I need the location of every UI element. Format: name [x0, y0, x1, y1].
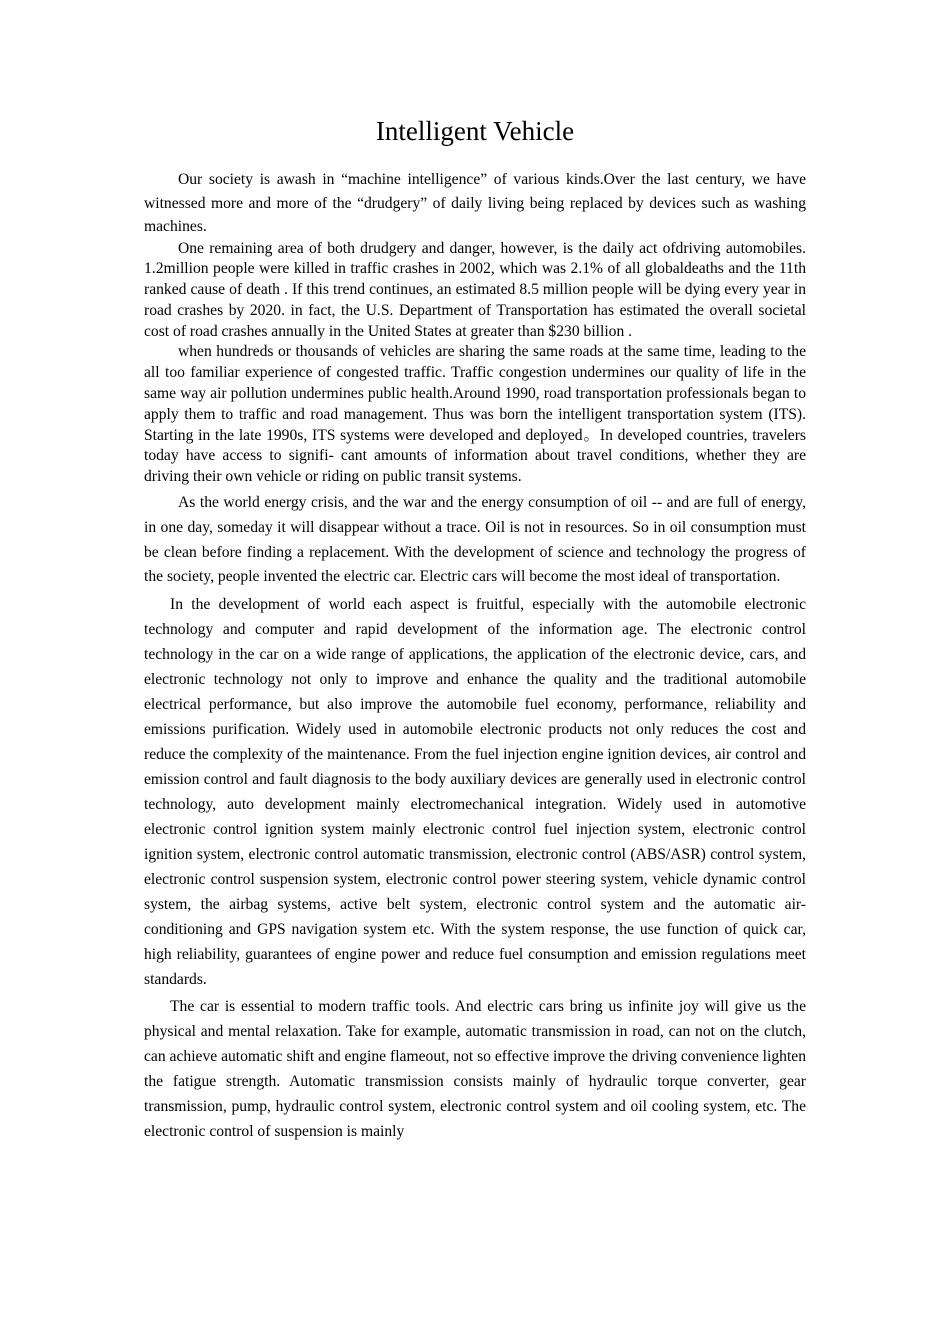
paragraph-energy-crisis: As the world energy crisis, and the war and the energy consumption of oil -- and are full of energy, in one day, someday it will disappear without a trace. Oil is not in resources. So in oil consumption must be clean before finding a replacement. With the development of science and technology the progress of the society, people invented the electric car. Electric cars will become the most ideal of transportation. — [144, 494, 806, 586]
paragraph-electronic-technology: In the development of world each aspect is fruitful, especially with the automobile electronic technology and computer and rapid development of the information age. The electronic control technology in the car on a wide range of applications, the application of the electronic device, cars, and electronic technology not only to improve and enhance the quality and the traditional automobile electrical performance, but also improve the automobile fuel economy, performance, reliability and emissions purification. Widely used in automobile electronic products not only reduces the cost and reduce the complexity of the maintenance. From the fuel injection engine ignition devices, air control and emission control and fault diagnosis to the body auxiliary devices are generally used in electronic control technology, auto development mainly electromechanical integration. Widely used in automotive electronic control ignition system mainly electronic control fuel injection system, electronic control ignition system, electronic control automatic transmission, electronic control (ABS/ASR) control system, electronic control suspension system, electronic control power steering system, vehicle dynamic control system, the airbag systems, active belt system, electronic control system and the automatic air-conditioning and GPS navigation system etc. With the system response, the use function of quick car, high reliability, guarantees of engine power and reduce fuel consumption and emission regulations meet standards. — [144, 596, 806, 989]
document-title: Intelligent Vehicle — [375, 116, 575, 146]
document-body — [144, 168, 806, 1144]
paragraph-machine-intelligence: Our society is awash in “machine intelligence” of various kinds.Over the last century, we have witnessed more and more of the “drudgery” of daily living being replaced by devices such as washing machines. — [144, 171, 806, 235]
paragraph-automatic-transmission: The car is essential to modern traffic tools. And electric cars bring us infinite joy will give us the physical and mental relaxation. Take for example, automatic transmission in road, can not on the clutch, can achieve automatic shift and engine flameout, not so effective improve the driving convenience lighten the fatigue strength. Automatic transmission consists mainly of hydraulic torque converter, gear transmission, pump, hydraulic control system, electronic control system and oil cooling system, etc. The electronic control of suspension is mainly — [144, 998, 806, 1141]
paragraph-driving-danger: One remaining area of both drudgery and danger, however, is the daily act ofdriving automobiles. 1.2million people were killed in traffic crashes in 2002, which was 2.1% of all globaldeaths and the 11th ranked cause of death . If this trend continues, an estimated 8.5 million people will be dying every year in road crashes by 2020. in fact, the U.S. Department of Transportation has estimated the overall societal cost of road crashes annually in the United States at greater than $230 billion . — [144, 239, 806, 340]
paragraph-traffic-congestion: when hundreds or thousands of vehicles are sharing the same roads at the same time, leading to the all too familiar experience of congested traffic. Traffic congestion undermines our quality of life in the same way air pollution undermines public health.Around 1990, road transportation professionals began to apply them to traffic and road management. Thus was born the intelligent transportation system (ITS). Starting in the late 1990s, ITS systems were developed and deployed。In developed countries, travelers today have access to signifi- cant amounts of information about travel conditions, whether they are driving their own vehicle or riding on public transit systems. — [144, 343, 806, 486]
